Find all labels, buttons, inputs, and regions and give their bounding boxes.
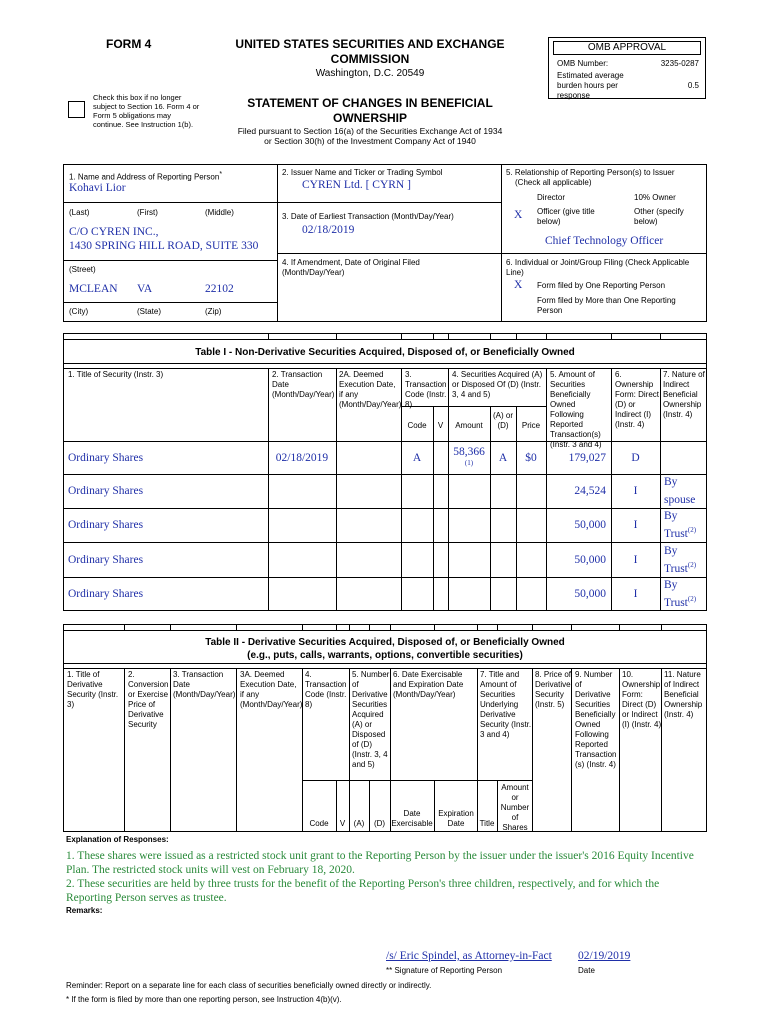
row-acquired-disposed	[490, 474, 516, 508]
row-price	[516, 577, 546, 611]
row-ownership-form: I	[633, 485, 638, 497]
t2-h4: 4. Transaction Code (Instr. 8)	[305, 670, 347, 709]
one-person-label: Form filed by One Reporting Person	[537, 281, 666, 290]
zip-label: (Zip)	[205, 307, 222, 316]
row-acquired-disposed	[490, 508, 516, 542]
row-transaction-date	[268, 542, 336, 577]
box5-label: 5. Relationship of Reporting Person(s) to Issuer	[506, 168, 675, 177]
address-line2: 1430 SPRING HILL ROAD, SUITE 330	[69, 240, 259, 252]
officer-title: Chief Technology Officer	[545, 235, 664, 247]
last-label: (Last)	[69, 208, 90, 217]
t2-h7: 7. Title and Amount of Securities Underlying Derivative Security (Instr. 3 and 4)	[480, 670, 532, 739]
row-transaction-code	[401, 577, 433, 611]
filed-line1: Filed pursuant to Section 16(a) of the Securities Exchange Act of 1934	[237, 126, 503, 136]
box2-label: 2. Issuer Name and Ticker or Trading Symbol	[282, 168, 443, 177]
t1-h7: 7. Nature of Indirect Beneficial Ownership (Instr. 4)	[663, 370, 705, 419]
omb-number-value: 3235-0287	[660, 59, 699, 68]
omb-box	[548, 37, 706, 99]
box5-sub: (Check all applicable)	[515, 178, 592, 187]
middle-label: (Middle)	[205, 208, 234, 217]
table2-title-line2: (e.g., puts, calls, warrants, options, convertible securities)	[247, 650, 523, 661]
t1-h2a: 2A. Deemed Execution Date, if any (Month/Day/Year)	[339, 370, 402, 409]
ten-pct-owner-label: 10% Owner	[634, 193, 676, 202]
director-label: Director	[537, 193, 566, 202]
one-person-mark[interactable]: X	[514, 279, 523, 291]
t2-h2: 2. Conversion or Exercise Price of Derivative Security	[128, 670, 169, 729]
t2-a: (A)	[353, 819, 365, 828]
row-acquired-disposed	[490, 542, 516, 577]
row-transaction-code	[401, 542, 433, 577]
reporting-address	[69, 225, 258, 253]
reporting-person-name: Kohavi Lior	[69, 182, 126, 194]
table2-title-line1: Table II - Derivative Securities Acquired, Disposed of, or Beneficially Owned	[205, 637, 565, 648]
t2-h11: 11. Nature of Indirect Beneficial Ownership (Instr. 4)	[664, 670, 703, 719]
row-transaction-code	[401, 474, 433, 508]
row-nature-footnote: (2)	[687, 560, 697, 569]
row-price	[516, 542, 546, 577]
row-transaction-date: 02/18/2019	[275, 451, 329, 464]
row-transaction-code: A	[412, 451, 422, 464]
row-nature-value: By spouse	[664, 476, 696, 506]
t1-amount: Amount	[455, 421, 483, 430]
row-acquired-disposed: A	[498, 451, 508, 464]
row-nature-value: By Trust	[664, 510, 688, 540]
t2-h1: 1. Title of Derivative Security (Instr. 3)	[67, 670, 119, 709]
row-ownership-nature	[664, 542, 707, 577]
t2-h3a: 3A. Deemed Execution Date, if any (Month/Day/Year)	[240, 670, 303, 709]
t2-date-exercisable: Date Exercisable	[391, 809, 433, 828]
row-transaction-date	[268, 474, 336, 508]
statement-title-line1: STATEMENT OF CHANGES IN BENEFICIAL	[247, 96, 493, 110]
row-nature-footnote: (2)	[687, 595, 697, 604]
statement-title	[210, 96, 530, 126]
row-security-title: Ordinary Shares	[68, 588, 144, 600]
t1-code: Code	[407, 421, 427, 430]
t1-aord: (A) or (D)	[493, 411, 513, 430]
row-security-title: Ordinary Shares	[68, 485, 144, 497]
omb-title: OMB APPROVAL	[553, 41, 701, 55]
reminder-text: Reminder: Report on a separate line for each class of securities beneficially owned directly or indirectly.	[66, 981, 432, 990]
agency-title	[210, 37, 530, 67]
t2-amount-shares: Amount or Number of Shares	[500, 783, 530, 832]
t1-h5: 5. Amount of Securities Beneficially Owned Following Reported Transaction(s) (Instr. 3 and 4)	[550, 370, 602, 449]
zip-value: 22102	[205, 283, 234, 295]
footer-note: * If the form is filed by more than one reporting person, see Instruction 4(b)(v).	[66, 995, 342, 1004]
row-amount-owned: 50,000	[574, 519, 606, 531]
row-ownership-nature	[664, 508, 707, 542]
earliest-transaction-date: 02/18/2019	[302, 224, 355, 236]
officer-label: Officer (give title below)	[537, 207, 595, 226]
t1-v: V	[437, 421, 444, 430]
row-amount-owned: 24,524	[574, 485, 606, 497]
street-label: (Street)	[69, 265, 96, 274]
row-amount	[448, 577, 490, 611]
section16-checkbox[interactable]	[68, 101, 85, 118]
signature-label: ** Signature of Reporting Person	[386, 966, 503, 975]
row-price	[516, 474, 546, 508]
issuer-name: CYREN Ltd. [ CYRN ]	[302, 179, 411, 191]
t2-h9: 9. Number of Derivative Securities Beneficially Owned Following Reported Transaction (s) (Instr. 4)	[575, 670, 617, 769]
officer-mark[interactable]: X	[514, 209, 523, 221]
agency-line2: COMMISSION	[330, 52, 410, 66]
city-value: MCLEAN	[69, 283, 118, 295]
row-ownership-nature	[664, 474, 707, 508]
other-label: Other (specify below)	[634, 207, 684, 226]
row-price	[516, 508, 546, 542]
t1-price: Price	[521, 421, 541, 430]
signature-name: /s/ Eric Spindel, as Attorney-in-Fact	[386, 950, 552, 962]
box4-label: 4. If Amendment, Date of Original Filed (Month/Day/Year)	[282, 258, 420, 277]
row-amount	[448, 542, 490, 577]
row-ownership-form: I	[633, 519, 638, 531]
row-amount-owned: 50,000	[574, 553, 606, 566]
agency-line1: UNITED STATES SECURITIES AND EXCHANGE	[235, 37, 505, 51]
row-security-title: Ordinary Shares	[68, 553, 144, 566]
t2-h10: 10. Ownership Form: Direct (D) or Indirect (I) (Instr. 4)	[622, 670, 662, 729]
row-nature-value: By Trust	[664, 579, 688, 609]
row-transaction-code	[401, 508, 433, 542]
remarks-label: Remarks:	[66, 906, 103, 915]
row-security-title: Ordinary Shares	[68, 451, 144, 464]
section16-checkbox-text: Check this box if no longer subject to Section 16. Form 4 or Form 5 obligations may continue. See Instruction 1(b).	[93, 93, 200, 129]
t1-h1: 1. Title of Security (Instr. 3)	[68, 370, 164, 379]
statement-title-line2: OWNERSHIP	[332, 111, 407, 125]
box1-label: 1. Name and Address of Reporting Person*	[69, 171, 223, 182]
t2-h5: 5. Number of Derivative Securities Acquired (A) or Disposed of (D) (Instr. 3, 4 and 5)	[352, 670, 390, 769]
row-transaction-date	[268, 577, 336, 611]
row-ownership-nature	[664, 577, 707, 611]
agency-location: Washington, D.C. 20549	[315, 68, 425, 79]
row-ownership-form: I	[633, 588, 638, 600]
row-amount	[448, 474, 490, 508]
row-acquired-disposed	[490, 577, 516, 611]
row-ownership-form: D	[631, 451, 640, 464]
filed-line2: or Section 30(h) of the Investment Company Act of 1940	[264, 136, 476, 146]
footnote-1: 1. These shares were issued as a restricted stock unit grant to the Reporting Person by the issuer under the issuer's 2016 Equity Incentive Plan. The restricted stock units will vest on February 18, 2020.	[66, 850, 694, 876]
t1-h6: 6. Ownership Form: Direct (D) or Indirect (I) (Instr. 4)	[615, 370, 659, 429]
row-price: $0	[525, 451, 537, 464]
first-label: (First)	[137, 208, 158, 217]
footnote-2: 2. These securities are held by three trusts for the benefit of the Reporting Person's three children, respectively, and for which the Reporting Person serves as trustee.	[66, 878, 660, 904]
omb-number-label: OMB Number:	[557, 59, 609, 68]
t2-code: Code	[309, 819, 329, 828]
date-label: Date	[578, 966, 595, 975]
row-ownership-form: I	[633, 553, 638, 566]
row-ownership-nature	[664, 441, 707, 474]
signature-date: 02/19/2019	[578, 950, 631, 962]
t2-v: V	[339, 819, 346, 828]
address-line1: C/O CYREN INC.,	[69, 226, 159, 238]
t2-d: (D)	[373, 819, 386, 828]
row-amount	[448, 508, 490, 542]
more-persons-label: Form filed by More than One Reporting Person	[537, 296, 676, 315]
row-security-title: Ordinary Shares	[68, 519, 144, 531]
row-transaction-date	[268, 508, 336, 542]
state-label: (State)	[137, 307, 162, 316]
filed-pursuant	[200, 126, 540, 146]
box3-label: 3. Date of Earliest Transaction (Month/Day/Year)	[282, 212, 454, 221]
row-amount-owned: 50,000	[574, 588, 606, 600]
row-amount-owned: 179,027	[568, 451, 606, 464]
t1-h3: 3. Transaction Code (Instr. 8)	[405, 370, 447, 409]
omb-burden-label: Estimated average burden hours per response	[557, 71, 624, 100]
row-amount-value: 58,366	[453, 445, 485, 458]
box6-label: 6. Individual or Joint/Group Filing (Check Applicable Line)	[506, 258, 690, 277]
t2-h3: 3. Transaction Date (Month/Day/Year)	[173, 670, 236, 699]
omb-burden-value: 0.5	[687, 81, 699, 90]
row-amount	[448, 441, 490, 474]
t1-h4: 4. Securities Acquired (A) or Disposed Of (D) (Instr. 3, 4 and 5)	[452, 370, 543, 399]
row-nature-value: By Trust	[664, 544, 688, 575]
row-nature-footnote: (2)	[687, 526, 697, 535]
form-number: FORM 4	[106, 37, 152, 51]
explanation-heading: Explanation of Responses:	[66, 835, 169, 844]
t2-expiration-date: Expiration Date	[438, 809, 474, 828]
table1-title: Table I - Non-Derivative Securities Acquired, Disposed of, or Beneficially Owned	[195, 347, 575, 358]
table2-title	[63, 636, 707, 662]
row-amount-footnote: (1)	[464, 458, 474, 467]
t2-h6: 6. Date Exercisable and Expiration Date (Month/Day/Year)	[393, 670, 464, 699]
state-value: VA	[137, 283, 153, 295]
t2-title: Title	[479, 819, 495, 828]
t1-h2: 2. Transaction Date (Month/Day/Year)	[272, 370, 335, 399]
t2-h8: 8. Price of Derivative Security (Instr. 5)	[535, 670, 572, 709]
city-label: (City)	[69, 307, 89, 316]
